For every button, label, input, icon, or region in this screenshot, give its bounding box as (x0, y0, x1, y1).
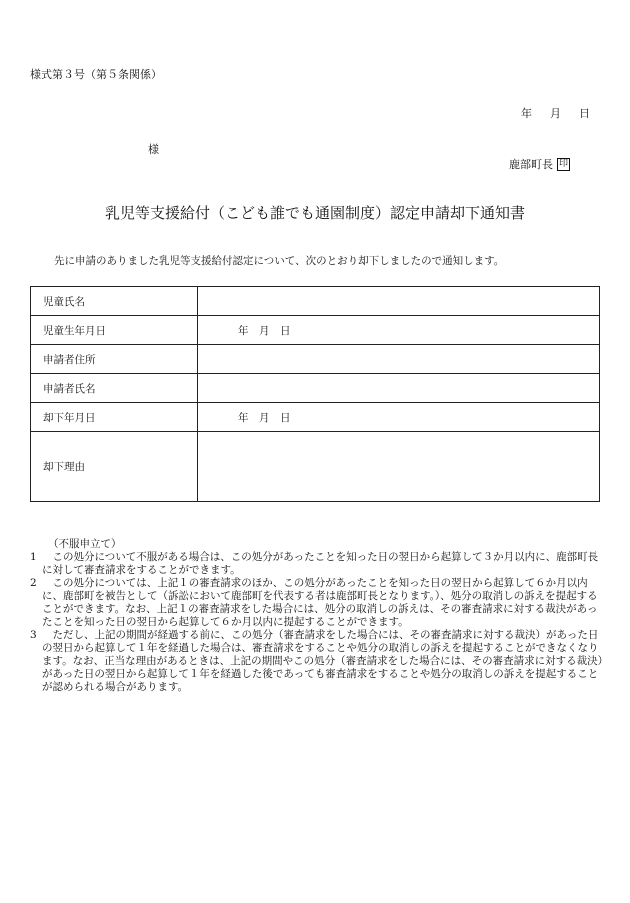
date-year: 年 (521, 107, 532, 120)
recipient-suffix: 様 (148, 143, 159, 156)
note-number: 3 (30, 629, 37, 641)
row-label: 却下年月日 (31, 403, 198, 432)
row-label: 申請者住所 (31, 345, 198, 374)
date-line (521, 105, 590, 121)
row-label: 申請者氏名 (31, 374, 198, 403)
notes-heading: （不服申立て） (48, 538, 122, 550)
row-value (198, 345, 600, 374)
issuer-name: 鹿部町長 (509, 158, 553, 171)
note-item (30, 577, 605, 629)
table-row (31, 345, 600, 374)
date-day: 日 (579, 107, 590, 120)
seal-mark: 印 (558, 158, 568, 169)
table-row (31, 316, 600, 345)
row-value: 年 月 日 (198, 403, 600, 432)
row-label: 児童氏名 (31, 287, 198, 316)
table-row (31, 432, 600, 502)
form-number: 様式第３号（第５条関係） (30, 68, 162, 81)
note-number: 1 (30, 551, 37, 563)
appeal-notes (30, 538, 605, 694)
info-table (30, 286, 600, 502)
document-title: 乳児等支援給付（こども誰でも通園制度）認定申請却下通知書 (104, 204, 525, 222)
row-value (198, 287, 600, 316)
issuer (509, 156, 570, 172)
intro-text: 先に申請のありました乳児等支援給付認定について、次のとおり却下しましたので通知します。 (54, 255, 505, 267)
row-value: 年 月 日 (198, 316, 600, 345)
row-value (198, 374, 600, 403)
date-month: 月 (550, 107, 561, 120)
row-label: 児童生年月日 (31, 316, 198, 345)
note-number: 2 (30, 577, 37, 589)
note-item (30, 551, 605, 577)
note-text: この処分について不服がある場合は、この処分があったことを知った日の翌日から起算して３か月以内に、鹿部町長に対して審査請求をすることができます。 (42, 551, 599, 576)
note-text: この処分については、上記１の審査請求のほか、この処分があったことを知った日の翌日から起算して６か月以内に、鹿部町を被告として（訴訟において鹿部町を代表する者は鹿部町長となります。）、処分の取消しの訴えを提起することができます。なお、上記１の審査請求をした場合には、処分の取消しの訴えは、その審査請求に対する裁決があったことを知った日の翌日から起算して６か月以内に提起することができます。 (42, 577, 598, 628)
note-item (30, 629, 605, 694)
table-row (31, 287, 600, 316)
table-row (31, 403, 600, 432)
row-value (198, 432, 600, 502)
row-label: 却下理由 (31, 432, 198, 502)
note-text: ただし、上記の期間が経過する前に、この処分（審査請求をした場合には、その審査請求に対する裁決）があった日の翌日から起算して１年を経過した場合は、審査請求をすることや処分の取消しの訴えを提起することができなくなります。なお、正当な理由があるときは、上記の期間やこの処分（審査請求をした場合には、その審査請求に対する裁決）があった日の翌日から起算して１年を経過した後であっても審査請求をすることや処分の取消しの訴えを提起することが認められる場合があります。 (42, 629, 603, 693)
table-row (31, 374, 600, 403)
